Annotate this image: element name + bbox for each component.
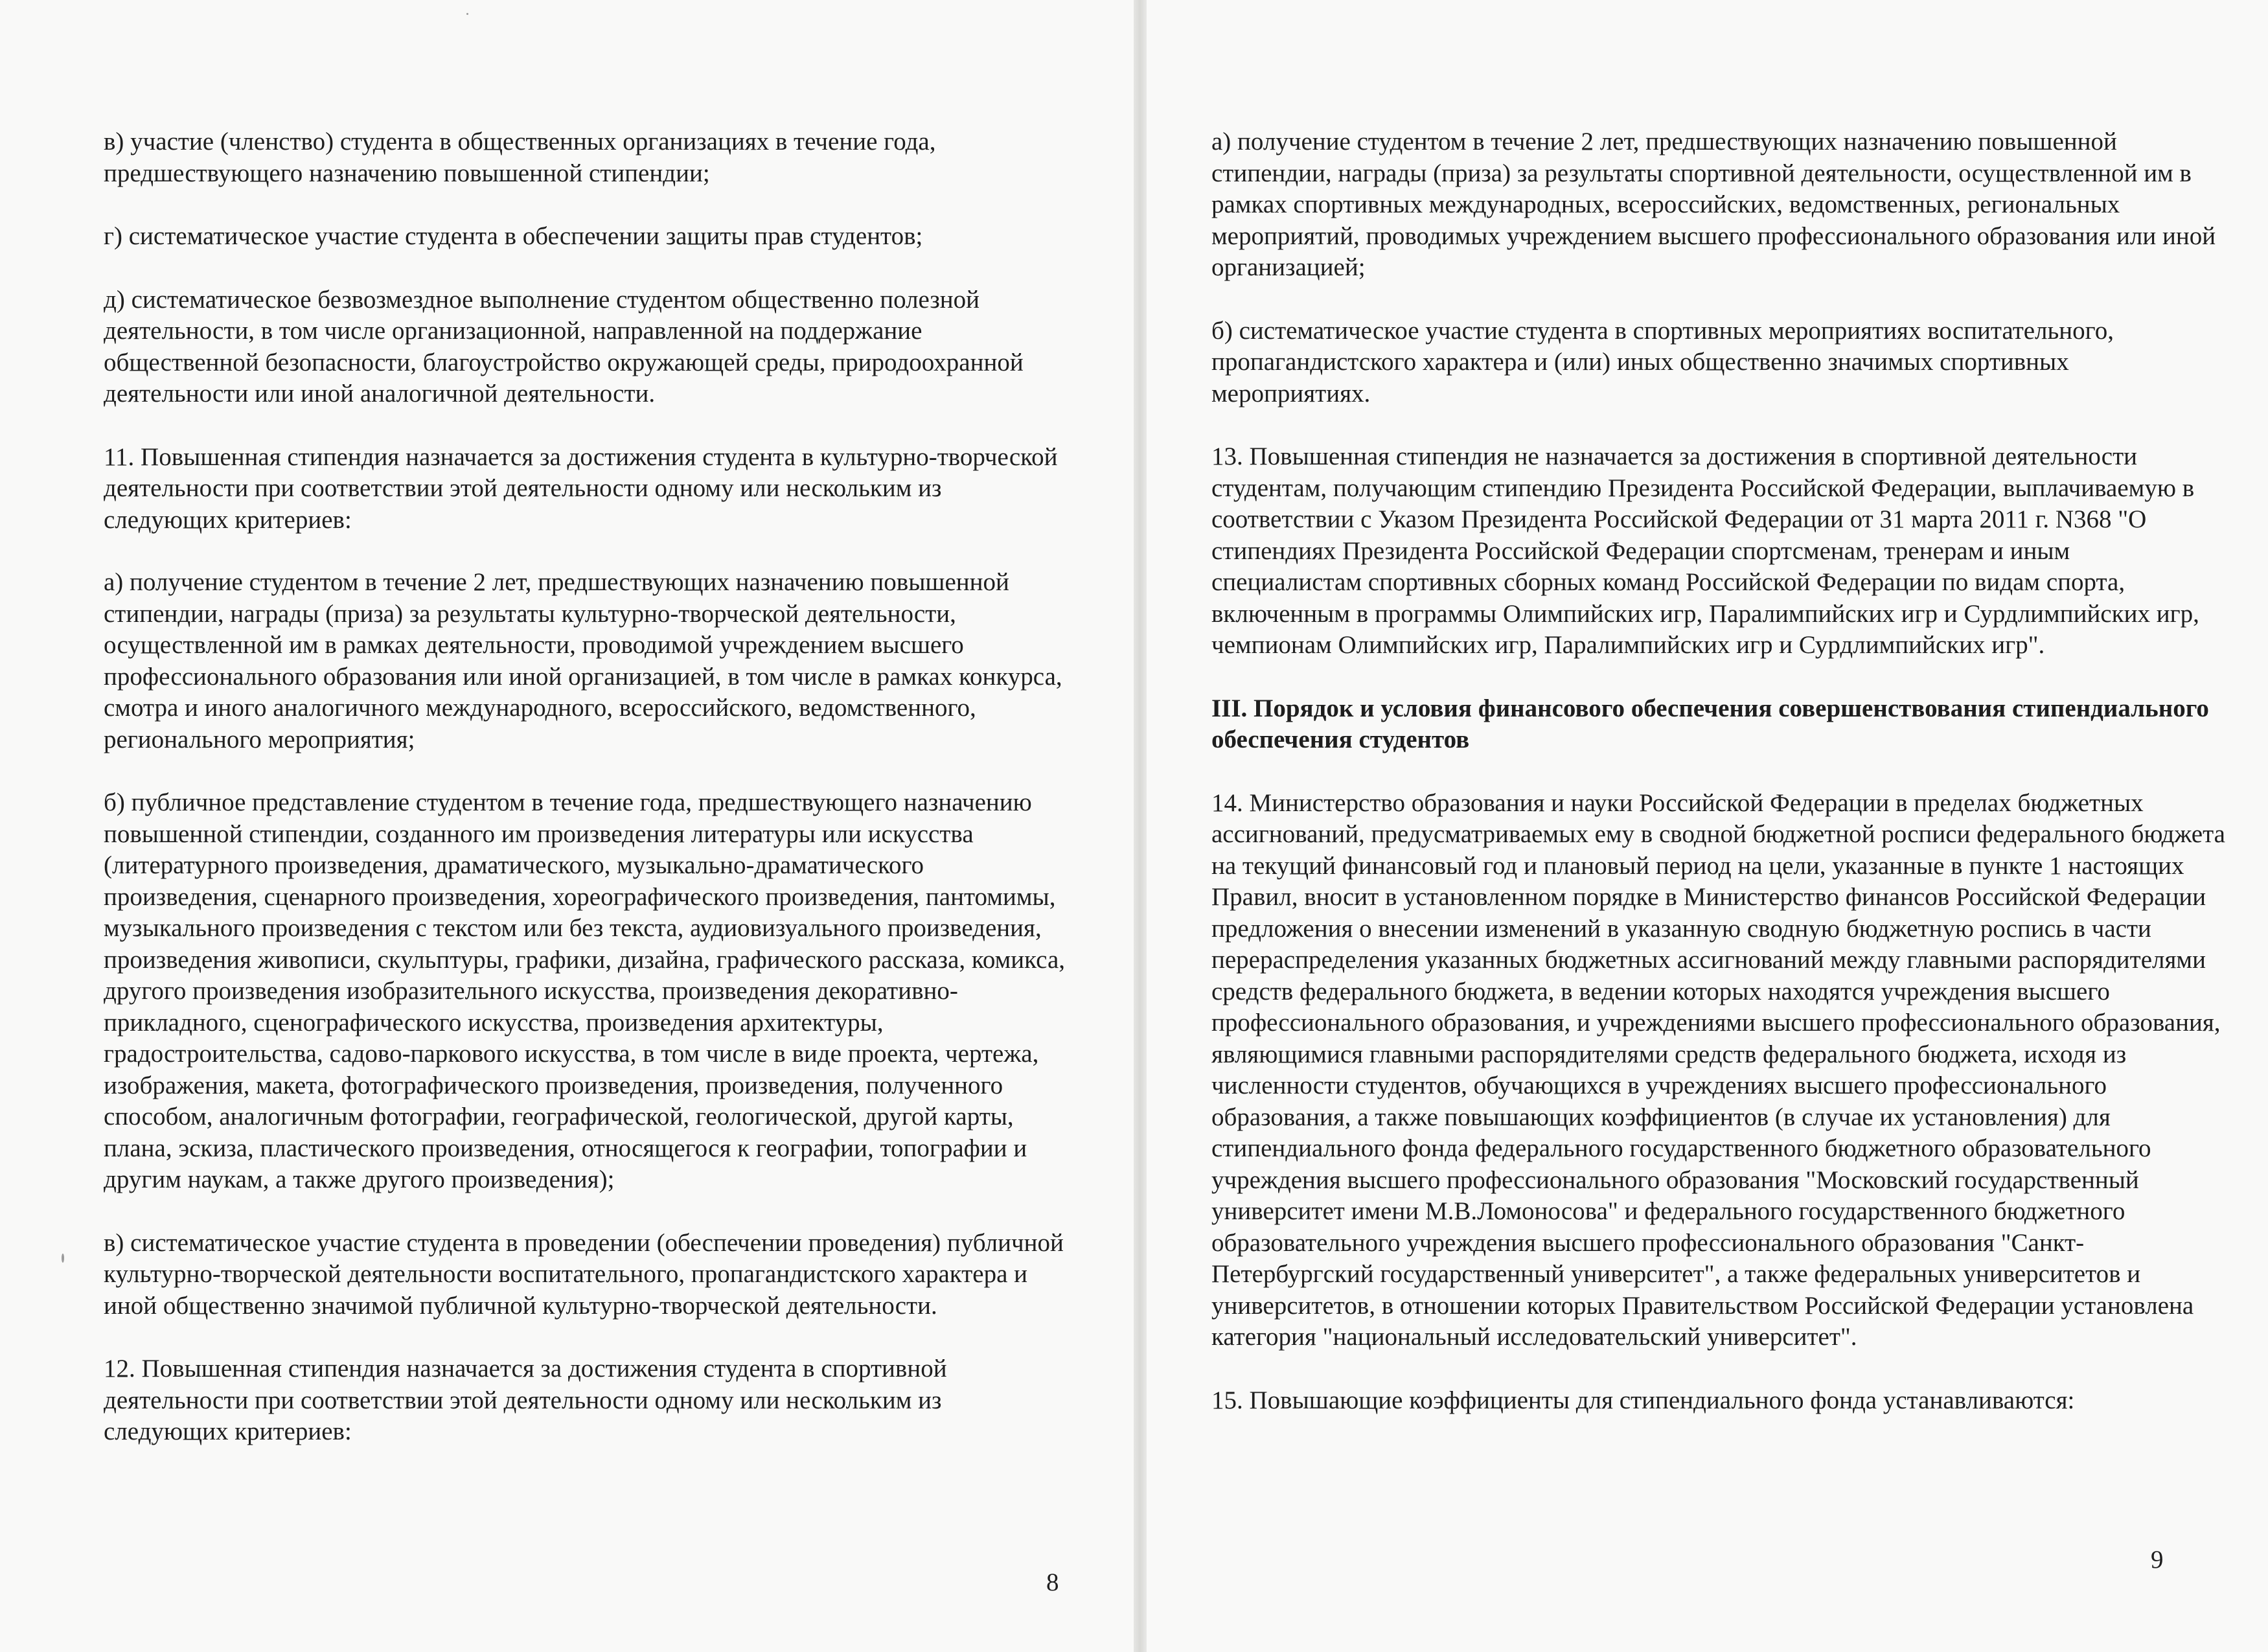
paragraph: а) получение студентом в течение 2 лет, предшествующих назначению повышенной стипендии, награды (приза) за результаты спортивной деятельности, осуществленной им в рамках спортивных международных, всероссийских, ведомственных, региональных мероприятий, проводимых учреждением высшего профессионального образования или иной организацией; [1211, 128, 2216, 281]
right-page [1147, 0, 2268, 1652]
paragraph: 11. Повышенная стипендия назначается за достижения студента в культурно-творческой деятельности при соответствии этой деятельности одному или нескольким из следующих критериев: [104, 442, 1058, 534]
paragraph: в) систематическое участие студента в проведении (обеспечении проведения) публичной культурно-творческой деятельности воспитательного, пропагандистского характера и иной общественно значимой публичной культурно-творческой деятельности. [104, 1228, 1064, 1320]
page-number: 8 [1046, 1568, 1059, 1596]
paragraph: в) участие (членство) студента в общественных организациях в течение года, предшествующего назначению повышенной стипендии; [104, 128, 936, 187]
paragraph: а) получение студентом в течение 2 лет, предшествующих назначению повышенной стипендии, награды (приза) за результаты культурно-творческой деятельности, осуществленной им в рамках деятельности, проводимой учреждением высшего профессионального образования или иной организацией, в том числе в рамках конкурса, смотра и иного аналогичного международного, всероссийского, ведомственного, регионального мероприятия; [104, 568, 1062, 753]
section-heading: III. Порядок и условия финансового обеспечения совершенствования стипендиального обеспечения студентов [1211, 694, 2209, 753]
page-number: 9 [2151, 1546, 2164, 1574]
scan-speck [466, 13, 468, 15]
scan-speck [62, 1254, 64, 1263]
paragraph: б) систематическое участие студента в спортивных мероприятиях воспитательного, пропагандистского характера и (или) иных общественно значимых спортивных мероприятиях. [1211, 316, 2114, 407]
paragraph: 13. Повышенная стипендия не назначается за достижения в спортивной деятельности студентам, получающим стипендию Президента Российской Федерации, выплачиваемую в соответствии с Указом Президента Российской Федерации от 31 марта 2011 г. N368 "О стипендиях Президента Российской Федерации спортсменам, тренерам и иным специалистам спортивных сборных команд Российской Федерации по видам спорта, включенным в программы Олимпийских игр, Паралимпийских игр и Сурдлимпийских игр, чемпионам Олимпийских игр, Паралимпийских игр и Сурдлимпийских игр". [1211, 442, 2199, 659]
paragraph: г) систематическое участие студента в обеспечении защиты прав студентов; [104, 222, 923, 250]
paragraph: 12. Повышенная стипендия назначается за достижения студента в спортивной деятельности при соответствии этой деятельности одному или нескольким из следующих критериев: [104, 1355, 947, 1445]
left-page-text-column [104, 126, 1069, 1480]
paragraph: 15. Повышающие коэффициенты для стипендиального фонда устанавливаются: [1211, 1386, 2075, 1414]
paragraph: б) публичное представление студентом в течение года, предшествующего назначению повышенной стипендии, созданного им произведения литературы или искусства (литературного произведения, драматического, музыкально-драматического произведения, сценарного произведения, хореографического произведения, пантомимы, музыкального произведения с текстом или без текста, аудиовизуального произведения, произведения живописи, скульптуры, графики, дизайна, графического рассказа, комикса, другого произведения изобразительного искусства, произведения декоративно-прикладного, сценографического искусства, произведения архитектуры, градостроительства, садово-паркового искусства, в том числе в виде проекта, чертежа, изображения, макета, фотографического произведения, произведения, полученного способом, аналогичным фотографии, географической, геологической, другой карты, плана, эскиза, пластического произведения, относящегося к географии, топографии и другим наукам, а также другого произведения); [104, 788, 1065, 1193]
paragraph: 14. Министерство образования и науки Российской Федерации в пределах бюджетных ассигнований, предусматриваемых ему в сводной бюджетной росписи федерального бюджета на текущий финансовый год и плановый период на цели, указанные в пункте 1 настоящих Правил, вносит в установленном порядке в Министерство финансов Российской Федерации предложения о внесении изменений в указанную сводную бюджетную роспись в части перераспределения указанных бюджетных ассигнований между главными распорядителями средств федерального бюджета, в ведении которых находятся учреждения высшего профессионального образования, и учреждениями высшего профессионального образования, являющимися главными распорядителями средств федерального бюджета, исходя из численности студентов, обучающихся в учреждениях высшего профессионального образования, а также повышающих коэффициентов (в случае их установления) для стипендиального фонда федерального государственного бюджетного образовательного учреждения высшего профессионального образования "Московский государственный университет имени М.В.Ломоносова" и федерального государственного бюджетного образовательного учреждения высшего профессионального образования "Санкт-Петербургский государственный университет", а также федеральных университетов и университетов, в отношении которых Правительством Российской Федерации установлена категория "национальный исследовательский университет". [1211, 788, 2225, 1351]
book-gutter [1134, 0, 1147, 1652]
right-page-text-column [1211, 126, 2225, 1448]
paragraph: д) систематическое безвозмездное выполнение студентом общественно полезной деятельности, в том числе организационной, направленной на поддержание общественной безопасности, благоустройство окружающей среды, природоохранной деятельности или иной аналогичной деятельности. [104, 285, 1024, 407]
